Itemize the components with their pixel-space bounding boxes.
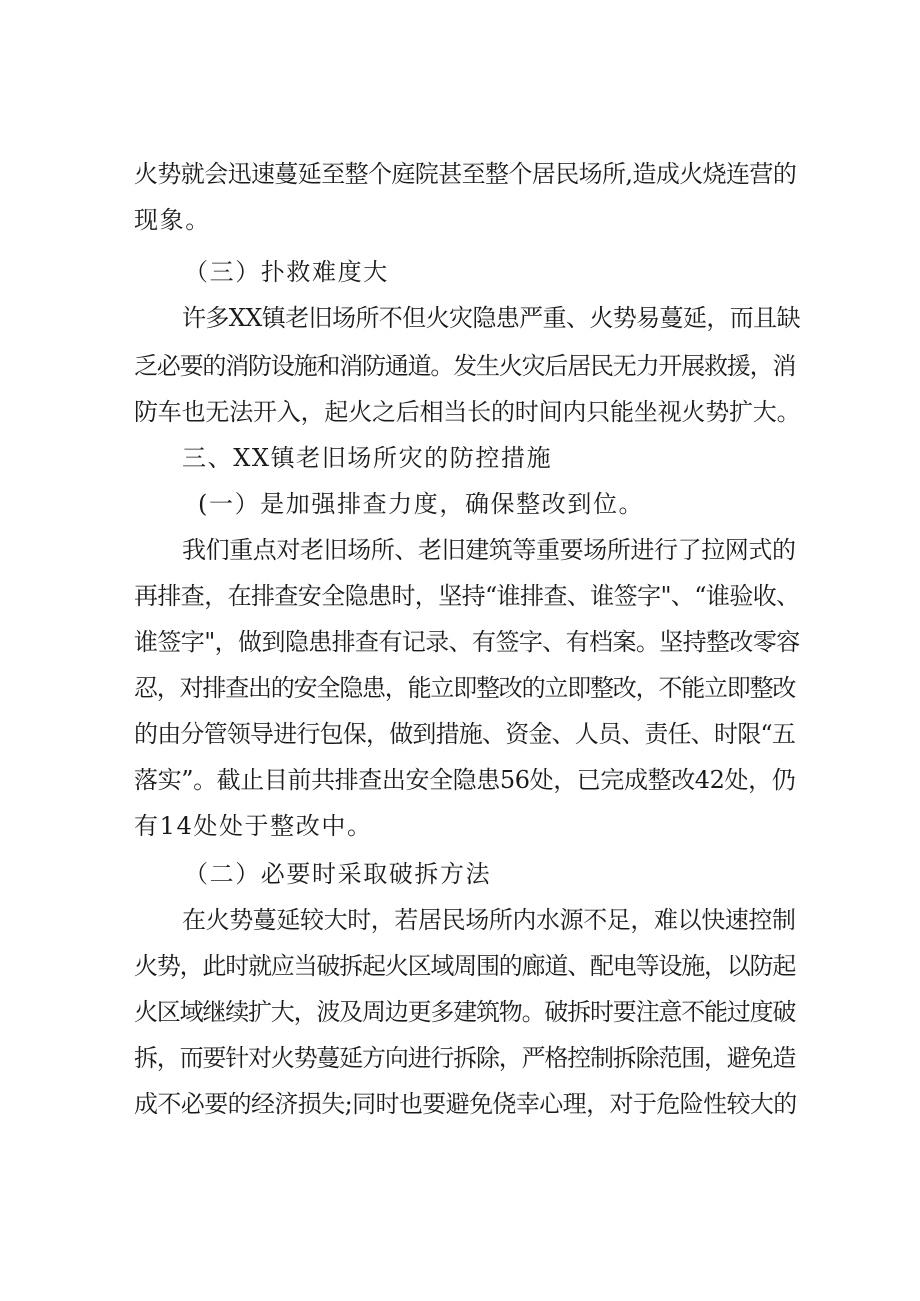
text-line: 有14处处于整改中。 bbox=[134, 812, 373, 840]
text-line: 乏必要的消防设施和消防通道。发生火灾后居民无力开展救援，消 bbox=[134, 352, 796, 380]
text-line: 火势就会迅速蔓延至整个庭院甚至整个居民场所,造成火烧连营的 bbox=[134, 160, 797, 188]
text-line: 现象。 bbox=[134, 206, 211, 234]
text-line: 成不必要的经济损失;同时也要避免侥幸心理，对于危险性较大的 bbox=[134, 1090, 797, 1118]
section-heading: （二）必要时采取破拆方法 bbox=[184, 860, 492, 888]
text-line: 忍，对排查出的安全隐患，能立即整改的立即整改，不能立即整改 bbox=[134, 674, 796, 702]
section-heading: （三）扑救难度大 bbox=[184, 258, 389, 286]
text-line: 火区域继续扩大，波及周边更多建筑物。破拆时要注意不能过度破 bbox=[134, 998, 796, 1026]
text-line: 我们重点对老旧场所、老旧建筑等重要场所进行了拉网式的 bbox=[182, 536, 796, 564]
text-line: 火势，此时就应当破拆起火区域周围的廊道、配电等设施，以防起 bbox=[134, 952, 796, 980]
section-heading: 三、XX镇老旧场所灾的防控措施 bbox=[182, 444, 553, 472]
text-line: 许多XX镇老旧场所不但火灾隐患严重、火势易蔓延，而且缺 bbox=[182, 304, 800, 332]
text-line: 谁签字"，做到隐患排查有记录、有签字、有档案。坚持整改零容 bbox=[134, 628, 800, 656]
section-heading: (一）是加强排查力度，确保整改到位。 bbox=[198, 490, 645, 518]
text-line: 防车也无法开入，起火之后相当长的时间内只能坐视火势扩大。 bbox=[134, 398, 801, 426]
text-line: 在火势蔓延较大时，若居民场所内水源不足，难以快速控制 bbox=[182, 906, 796, 934]
text-line: 落实”。截止目前共排查出安全隐患56处，已完成整改42处，仍 bbox=[134, 766, 796, 794]
text-line: 拆，而要针对火势蔓延方向进行拆除，严格控制拆除范围，避免造 bbox=[134, 1044, 796, 1072]
text-line: 的由分管领导进行包保，做到措施、资金、人员、责任、时限“五 bbox=[134, 720, 796, 748]
text-line: 再排查，在排查安全隐患时，坚持“谁排查、谁签字"、“谁验收、 bbox=[134, 582, 800, 610]
